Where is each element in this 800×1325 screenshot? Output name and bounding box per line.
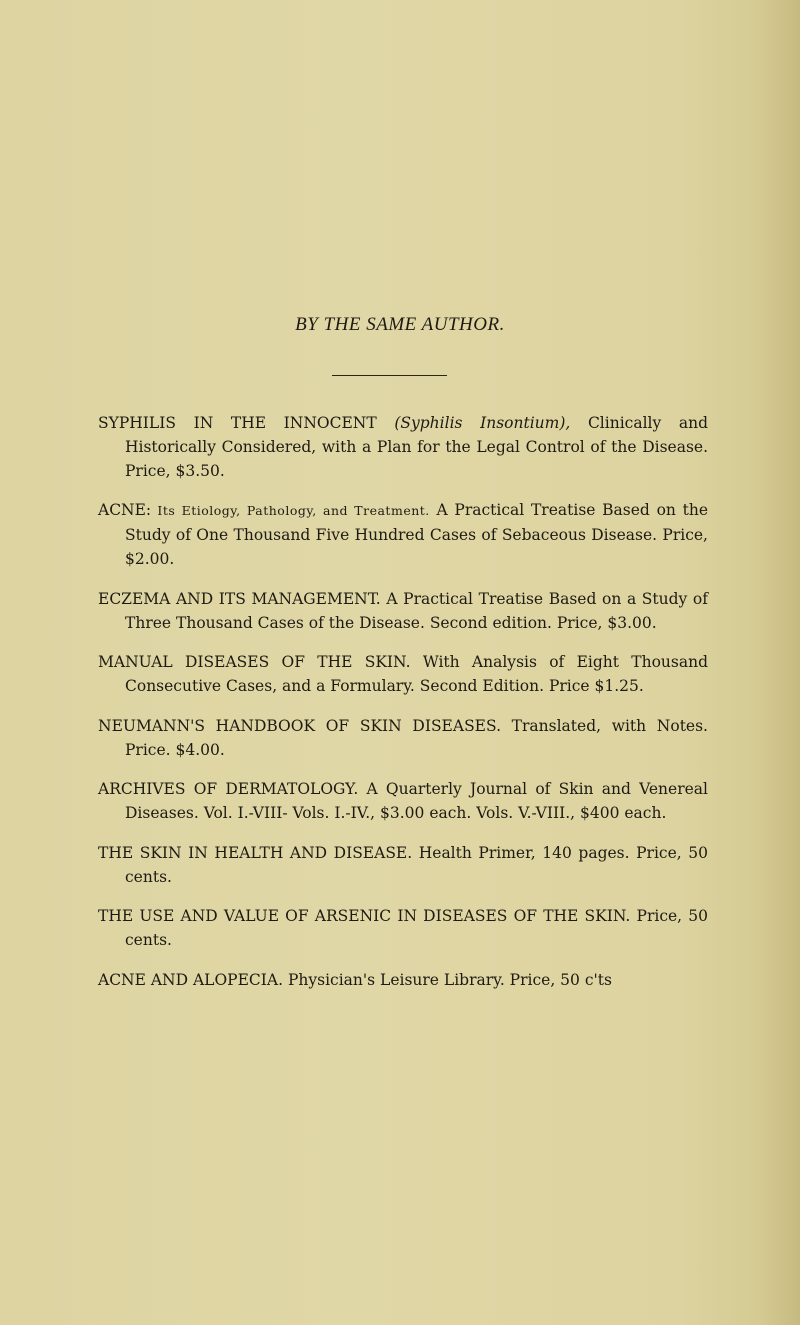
- book-entry-manual: [98, 650, 708, 698]
- entry-title: THE SKIN IN HEALTH AND DISEASE.: [98, 843, 413, 862]
- entry-italic: (Syphilis Insontium),: [394, 413, 571, 432]
- entry-text: A Practical Treatise Based on a Study of Three Thousand Cases of the Disease. Second edition. Price, $3.00.: [125, 589, 708, 632]
- entry-text: With Analysis of Eight Thousand Consecutive Cases, and a Formulary. Second Edition. Price $1.25.: [125, 653, 708, 695]
- entry-text: A Quarterly Journal of Skin and Venereal Diseases. Vol. I.-VIII- Vols. I.-IV., $3.00 each. Vols. V.-VIII., $400 each.: [125, 780, 708, 822]
- book-entry-syphilis: [98, 411, 708, 483]
- entry-title: ARCHIVES OF DERMATOLOGY.: [98, 780, 359, 798]
- entry-text: Health Primer, 140 pages. Price, 50 cents.: [125, 843, 708, 886]
- entry-text: Price, 50 cents.: [125, 907, 708, 949]
- entry-text: Translated, with Notes. Price. $4.00.: [125, 716, 708, 759]
- book-entry-eczema: [98, 587, 708, 635]
- entry-title: ACNE AND ALOPECIA.: [98, 970, 284, 989]
- book-entry-acne: [98, 498, 708, 571]
- book-entry-skin-health: [98, 841, 708, 889]
- entry-text: Clinically and Historically Considered, with a Plan for the Legal Control of the Disease. Price, $3.50.: [125, 413, 709, 480]
- entry-text: Physician's Leisure Library. Price, 50 c'ts: [283, 970, 612, 989]
- page-heading: BY THE SAME AUTHOR.: [295, 314, 505, 335]
- entry-subtitle: Its Etiology, Pathology, and Treatment.: [151, 503, 430, 518]
- divider-rule: [332, 375, 447, 376]
- book-entry-archives: [98, 777, 708, 825]
- book-entry-neumann: [98, 714, 708, 762]
- book-list: [98, 395, 708, 1003]
- book-entry-alopecia: [98, 968, 708, 992]
- entry-title: SYPHILIS IN THE INNOCENT: [98, 413, 377, 432]
- entry-title: THE USE AND VALUE OF ARSENIC IN DISEASES OF THE SKIN.: [98, 907, 631, 925]
- entry-title: NEUMANN'S HANDBOOK OF SKIN DISEASES.: [98, 716, 501, 735]
- entry-title: MANUAL DISEASES OF THE SKIN.: [98, 653, 411, 671]
- entry-text: A Practical Treatise Based on the Study of One Thousand Five Hundred Cases of Sebaceous Disease. Price, $2.00.: [125, 501, 708, 568]
- entry-title: ACNE:: [98, 501, 152, 519]
- entry-title: ECZEMA AND ITS MANAGEMENT.: [98, 589, 381, 608]
- book-entry-arsenic: [98, 904, 708, 952]
